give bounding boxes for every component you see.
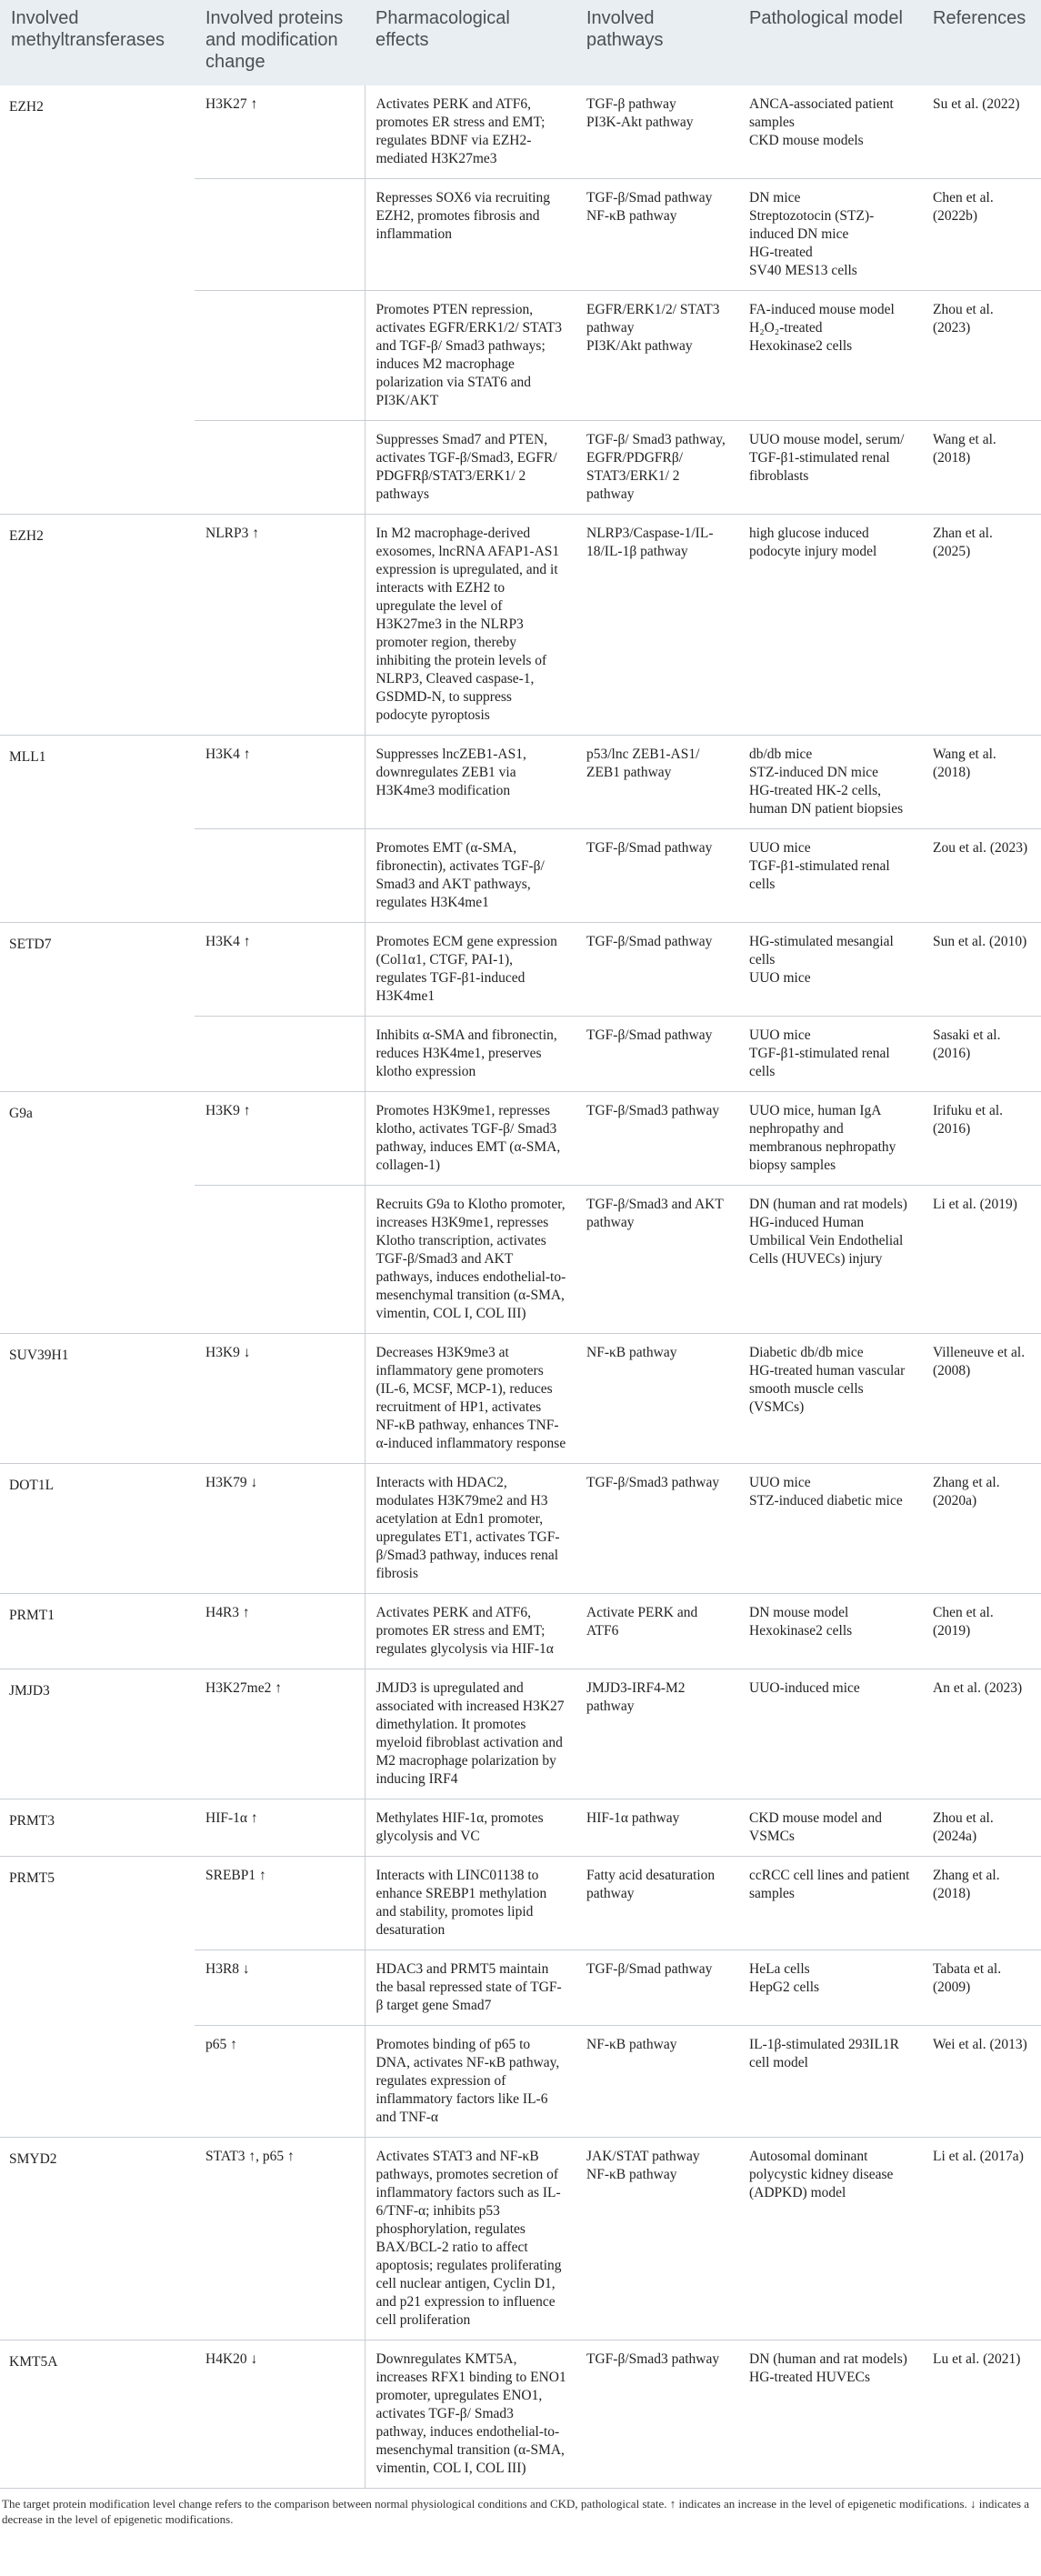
reference-cell: Sasaki et al. (2016): [922, 1017, 1041, 1092]
reference-cell: Wang et al. (2018): [922, 736, 1041, 829]
effect-cell: Promotes H3K9me1, represses klotho, activates TGF-β/ Smad3 pathway, induces EMT (α-SMA, collagen-1): [365, 1092, 576, 1186]
pathway-cell: JAK/STAT pathway NF-κB pathway: [576, 2138, 738, 2340]
methyltransferase-cell: DOT1L: [0, 1464, 195, 1594]
header-proteins: Involved proteins and modification change: [195, 0, 365, 85]
effect-cell: Interacts with HDAC2, modulates H3K79me2 and H3 acetylation at Edn1 promoter, upregulates ET1, activates TGF-β/Smad3 pathway, induces renal fibrosis: [365, 1464, 576, 1594]
model-cell: IL-1β-stimulated 293IL1R cell model: [738, 2026, 922, 2138]
protein-cell: [195, 179, 365, 291]
effect-cell: JMJD3 is upregulated and associated with increased H3K27 dimethylation. It promotes myeloid fibroblast activation and M2 macrophage polarization by inducing IRF4: [365, 1669, 576, 1799]
protein-cell: H4K20 ↓: [195, 2340, 365, 2489]
reference-cell: Wang et al. (2018): [922, 421, 1041, 515]
model-cell: CKD mouse model and VSMCs: [738, 1799, 922, 1857]
pathway-cell: TGF-β/Smad3 and AKT pathway: [576, 1186, 738, 1334]
reference-cell: Li et al. (2017a): [922, 2138, 1041, 2340]
table-row: [0, 2138, 1041, 2340]
reference-cell: An et al. (2023): [922, 1669, 1041, 1799]
protein-cell: [195, 421, 365, 515]
table-row: [0, 1464, 1041, 1594]
table-row: [0, 1092, 1041, 1186]
pathway-cell: p53/lnc ZEB1-AS1/ ZEB1 pathway: [576, 736, 738, 829]
pathway-cell: EGFR/ERK1/2/ STAT3 pathway PI3K/Akt pathway: [576, 291, 738, 421]
model-cell: UUO-induced mice: [738, 1669, 922, 1799]
protein-cell: [195, 1017, 365, 1092]
model-cell: Autosomal dominant polycystic kidney disease (ADPKD) model: [738, 2138, 922, 2340]
table-row: [0, 923, 1041, 1017]
model-cell: UUO mice STZ-induced diabetic mice: [738, 1464, 922, 1594]
table-row: [0, 1799, 1041, 1857]
methyltransferase-cell: SMYD2: [0, 2138, 195, 2340]
protein-cell: H3K9 ↑: [195, 1092, 365, 1186]
effect-cell: Decreases H3K9me3 at inflammatory gene promoters (IL-6, MCSF, MCP-1), reduces recruitment of HP1, activates NF-κB pathway, enhances TNF-α-induced inflammatory response: [365, 1334, 576, 1464]
table-body: [0, 85, 1041, 2489]
effect-cell: Promotes binding of p65 to DNA, activates NF-κB pathway, regulates expression of inflammatory factors like IL-6 and TNF-α: [365, 2026, 576, 2138]
model-cell: UUO mice, human IgA nephropathy and membranous nephropathy biopsy samples: [738, 1092, 922, 1186]
methyltransferase-cell: SETD7: [0, 923, 195, 1092]
reference-cell: Sun et al. (2010): [922, 923, 1041, 1017]
protein-cell: [195, 291, 365, 421]
model-cell: ANCA-associated patient samples CKD mouse models: [738, 85, 922, 179]
pathway-cell: NF-κB pathway: [576, 1334, 738, 1464]
reference-cell: Su et al. (2022): [922, 85, 1041, 179]
effect-cell: Promotes ECM gene expression (Col1α1, CTGF, PAI-1), regulates TGF-β1-induced H3K4me1: [365, 923, 576, 1017]
pathway-cell: JMJD3-IRF4-M2 pathway: [576, 1669, 738, 1799]
protein-cell: [195, 829, 365, 923]
model-cell: high glucose induced podocyte injury model: [738, 515, 922, 736]
reference-cell: Lu et al. (2021): [922, 2340, 1041, 2489]
pathway-cell: TGF-β/Smad3 pathway: [576, 1464, 738, 1594]
effect-cell: Downregulates KMT5A, increases RFX1 binding to ENO1 promoter, upregulates ENO1, activates TGF-β/ Smad3 pathway, induces endothelial-to-mesenchymal transition (α-SMA, vimentin, COL I, COL III): [365, 2340, 576, 2489]
protein-cell: H4R3 ↑: [195, 1594, 365, 1669]
protein-cell: H3R8 ↓: [195, 1950, 365, 2026]
table-row: [0, 736, 1041, 829]
model-cell: HG-stimulated mesangial cells UUO mice: [738, 923, 922, 1017]
methyltransferase-cell: JMJD3: [0, 1669, 195, 1799]
effect-cell: Promotes PTEN repression, activates EGFR/ERK1/2/ STAT3 and TGF-β/ Smad3 pathways; induces M2 macrophage polarization via STAT6 and PI3K/AKT: [365, 291, 576, 421]
protein-cell: HIF-1α ↑: [195, 1799, 365, 1857]
pathway-cell: TGF-β/Smad pathway: [576, 923, 738, 1017]
pathway-cell: TGF-β pathway PI3K-Akt pathway: [576, 85, 738, 179]
protein-cell: NLRP3 ↑: [195, 515, 365, 736]
effect-cell: Interacts with LINC01138 to enhance SREBP1 methylation and stability, promotes lipid desaturation: [365, 1857, 576, 1950]
effect-cell: Represses SOX6 via recruiting EZH2, promotes fibrosis and inflammation: [365, 179, 576, 291]
model-cell: UUO mice TGF-β1-stimulated renal cells: [738, 829, 922, 923]
model-cell: UUO mouse model, serum/ TGF-β1-stimulated renal fibroblasts: [738, 421, 922, 515]
reference-cell: Wei et al. (2013): [922, 2026, 1041, 2138]
reference-cell: Zhou et al. (2023): [922, 291, 1041, 421]
table-row: [0, 1334, 1041, 1464]
protein-cell: [195, 1186, 365, 1334]
model-cell: DN (human and rat models) HG-induced Human Umbilical Vein Endothelial Cells (HUVECs) injury: [738, 1186, 922, 1334]
methyltransferase-cell: PRMT3: [0, 1799, 195, 1857]
table-header: [0, 0, 1041, 85]
reference-cell: Zhang et al. (2018): [922, 1857, 1041, 1950]
methyltransferase-cell: PRMT5: [0, 1857, 195, 2138]
reference-cell: Zhou et al. (2024a): [922, 1799, 1041, 1857]
methyltransferase-cell: EZH2: [0, 85, 195, 515]
model-cell: db/db mice STZ-induced DN mice HG-treated HK-2 cells, human DN patient biopsies: [738, 736, 922, 829]
effect-cell: Suppresses lncZEB1-AS1, downregulates ZEB1 via H3K4me3 modification: [365, 736, 576, 829]
model-cell: ccRCC cell lines and patient samples: [738, 1857, 922, 1950]
table-row: [0, 1594, 1041, 1669]
effect-cell: Activates PERK and ATF6, promotes ER stress and EMT; regulates glycolysis via HIF-1α: [365, 1594, 576, 1669]
pathway-cell: HIF-1α pathway: [576, 1799, 738, 1857]
pathway-cell: TGF-β/Smad3 pathway: [576, 1092, 738, 1186]
effect-cell: Inhibits α-SMA and fibronectin, reduces H3K4me1, preserves klotho expression: [365, 1017, 576, 1092]
model-cell: Diabetic db/db mice HG-treated human vascular smooth muscle cells (VSMCs): [738, 1334, 922, 1464]
effect-cell: Activates STAT3 and NF-κB pathways, promotes secretion of inflammatory factors such as IL-6/TNF-α; inhibits p53 phosphorylation, regulates BAX/BCL-2 ratio to affect apoptosis; regulates proliferating cell nuclear antigen, Cyclin D1, and p21 expression to influence cell proliferation: [365, 2138, 576, 2340]
methyltransferase-cell: MLL1: [0, 736, 195, 923]
protein-cell: H3K4 ↑: [195, 736, 365, 829]
pathway-cell: TGF-β/Smad pathway: [576, 829, 738, 923]
reference-cell: Chen et al. (2019): [922, 1594, 1041, 1669]
reference-cell: Chen et al. (2022b): [922, 179, 1041, 291]
reference-cell: Zhan et al. (2025): [922, 515, 1041, 736]
pathway-cell: TGF-β/Smad pathway NF-κB pathway: [576, 179, 738, 291]
effect-cell: Promotes EMT (α-SMA, fibronectin), activates TGF-β/ Smad3 and AKT pathways, regulates H3K4me1: [365, 829, 576, 923]
pathway-cell: TGF-β/Smad pathway: [576, 1017, 738, 1092]
protein-cell: H3K79 ↓: [195, 1464, 365, 1594]
reference-cell: Villeneuve et al. (2008): [922, 1334, 1041, 1464]
table-row: [0, 1857, 1041, 1950]
pathway-cell: NF-κB pathway: [576, 2026, 738, 2138]
table-row: [0, 2340, 1041, 2489]
reference-cell: Zhang et al. (2020a): [922, 1464, 1041, 1594]
model-cell: FA-induced mouse model H₂O₂-treated Hexokinase2 cells: [738, 291, 922, 421]
effect-cell: Activates PERK and ATF6, promotes ER stress and EMT; regulates BDNF via EZH2-mediated H3K27me3: [365, 85, 576, 179]
effect-cell: HDAC3 and PRMT5 maintain the basal repressed state of TGF-β target gene Smad7: [365, 1950, 576, 2026]
protein-cell: H3K27 ↑: [195, 85, 365, 179]
protein-cell: H3K4 ↑: [195, 923, 365, 1017]
header-effects: Pharmacological effects: [365, 0, 576, 85]
pathway-cell: NLRP3/Caspase-1/IL-18/IL-1β pathway: [576, 515, 738, 736]
methyltransferase-cell: G9a: [0, 1092, 195, 1334]
protein-cell: H3K27me2 ↑: [195, 1669, 365, 1799]
reference-cell: Zou et al. (2023): [922, 829, 1041, 923]
model-cell: UUO mice TGF-β1-stimulated renal cells: [738, 1017, 922, 1092]
table-row: [0, 85, 1041, 179]
effect-cell: Suppresses Smad7 and PTEN, activates TGF-β/Smad3, EGFR/ PDGFRβ/STAT3/ERK1/ 2 pathways: [365, 421, 576, 515]
protein-cell: H3K9 ↓: [195, 1334, 365, 1464]
model-cell: DN mouse model Hexokinase2 cells: [738, 1594, 922, 1669]
header-methyltransferases: Involved methyltransferases: [0, 0, 195, 85]
model-cell: DN (human and rat models) HG-treated HUVECs: [738, 2340, 922, 2489]
pathway-cell: Fatty acid desaturation pathway: [576, 1857, 738, 1950]
methyltransferase-cell: EZH2: [0, 515, 195, 736]
pathway-cell: Activate PERK and ATF6: [576, 1594, 738, 1669]
pathway-cell: TGF-β/Smad pathway: [576, 1950, 738, 2026]
effect-cell: Methylates HIF-1α, promotes glycolysis and VC: [365, 1799, 576, 1857]
model-cell: DN mice Streptozotocin (STZ)-induced DN mice HG-treated SV40 MES13 cells: [738, 179, 922, 291]
protein-cell: p65 ↑: [195, 2026, 365, 2138]
table-footnote: The target protein modification level change refers to the comparison between normal physiological conditions and CKD, pathological state. ↑ indicates an increase in the level of epigenetic modifications. ↓ indicates a decrease in the level of epigenetic modifications.: [2, 2497, 1030, 2526]
table-row: [0, 515, 1041, 736]
effect-cell: Recruits G9a to Klotho promoter, increases H3K9me1, represses Klotho transcription, activates TGF-β/Smad3 and AKT pathways, induces endothelial-to-mesenchymal transition (α-SMA, vimentin, COL I, COL III): [365, 1186, 576, 1334]
pathway-cell: TGF-β/ Smad3 pathway, EGFR/PDGFRβ/ STAT3/ERK1/ 2 pathway: [576, 421, 738, 515]
header-model: Pathological model: [738, 0, 922, 85]
pathway-cell: TGF-β/Smad3 pathway: [576, 2340, 738, 2489]
protein-cell: STAT3 ↑, p65 ↑: [195, 2138, 365, 2340]
table-row: [0, 1669, 1041, 1799]
methyltransferase-cell: SUV39H1: [0, 1334, 195, 1464]
model-cell: HeLa cells HepG2 cells: [738, 1950, 922, 2026]
protein-cell: SREBP1 ↑: [195, 1857, 365, 1950]
reference-cell: Irifuku et al. (2016): [922, 1092, 1041, 1186]
effect-cell: In M2 macrophage-derived exosomes, lncRNA AFAP1-AS1 expression is upregulated, and it interacts with EZH2 to upregulate the level of H3K27me3 in the NLRP3 promoter region, thereby inhibiting the protein levels of NLRP3, Cleaved caspase-1, GSDMD-N, to suppress podocyte pyroptosis: [365, 515, 576, 736]
methyltransferase-cell: PRMT1: [0, 1594, 195, 1669]
reference-cell: Tabata et al. (2009): [922, 1950, 1041, 2026]
header-references: References: [922, 0, 1041, 85]
header-pathways: Involved pathways: [576, 0, 738, 85]
methyltransferase-cell: KMT5A: [0, 2340, 195, 2489]
reference-cell: Li et al. (2019): [922, 1186, 1041, 1334]
